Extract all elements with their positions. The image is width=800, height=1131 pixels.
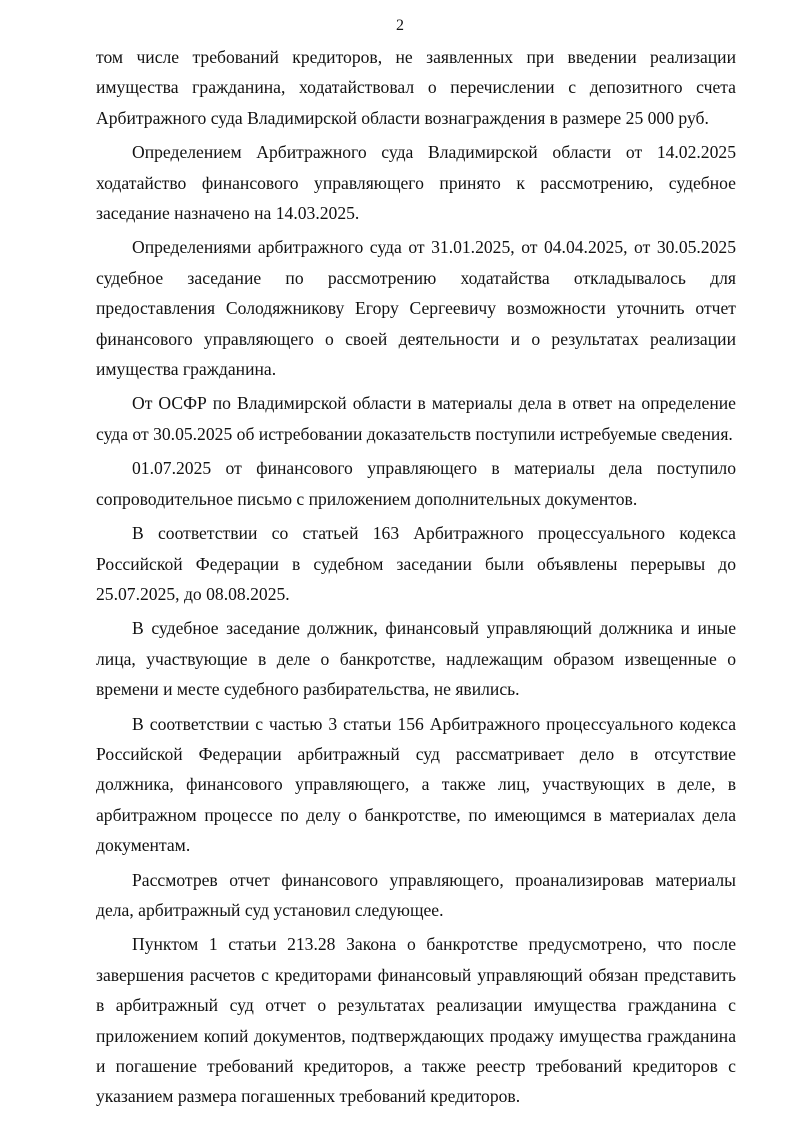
paragraph-continuation: том числе требований кредиторов, не заявленных при введении реализации имущества гражданина, ходатайствовал о перечислении с депозитного счета Арбитражного суда Владимирской области вознаграждения в размере 25 000 руб. <box>96 47 736 128</box>
paragraph-breaks: В соответствии со статьей 163 Арбитражного процессуального кодекса Российской Федерации в судебном заседании были объявлены перерывы до 25.07.2025, до 08.08.2025. <box>96 523 736 604</box>
paragraph-court-findings: Рассмотрев отчет финансового управляющего, проанализировав материалы дела, арбитражный суд установил следующее. <box>96 869 736 920</box>
paragraph-osfr-response: От ОСФР по Владимирской области в материалы дела в ответ на определение суда от 30.05.2025 об истребовании доказательств поступили истребуемые сведения. <box>96 393 736 444</box>
paragraph-non-appearance: В судебное заседание должник, финансовый управляющий должника и иные лица, участвующие в деле о банкротстве, надлежащим образом извещенные о времени и месте судебного разбирательства, не явились. <box>96 618 736 700</box>
document-body <box>96 42 736 1116</box>
paragraph-absence-consideration: В соответствии с частью 3 статьи 156 Арбитражного процессуального кодекса Российской Федерации арбитражный суд рассматривает дело в отсутствие должника, финансового управляющего, а также лиц, участвующих в деле, в арбитражном процессе по делу о банкротстве, по имеющимся в материалах дела документам. <box>96 713 736 856</box>
paragraph-determination-hearing: Определением Арбитражного суда Владимирской области от 14.02.2025 ходатайство финансового управляющего принято к рассмотрению, судебное заседание назначено на 14.03.2025. <box>96 142 736 224</box>
page-number: 2 <box>396 17 404 34</box>
paragraph-cover-letter: 01.07.2025 от финансового управляющего в материалы дела поступило сопроводительное письмо с приложением дополнительных документов. <box>96 458 736 509</box>
paragraph-bankruptcy-law: Пунктом 1 статьи 213.28 Закона о банкротстве предусмотрено, что после завершения расчетов с кредиторами финансовый управляющий обязан представить в арбитражный суд отчет о результатах реализации имущества гражданина с приложением копий документов, подтверждающих продажу имущества гражданина и погашение требований кредиторов, а также реестр требований кредиторов с указанием размера погашенных требований кредиторов. <box>96 934 736 1107</box>
paragraph-postponements: Определениями арбитражного суда от 31.01.2025, от 04.04.2025, от 30.05.2025 судебное заседание по рассмотрению ходатайства откладывалось для предоставления Солодяжникову Егору Сергеевичу возможности уточнить отчет финансового управляющего о своей деятельности и о результатах реализации имущества гражданина. <box>96 237 736 380</box>
